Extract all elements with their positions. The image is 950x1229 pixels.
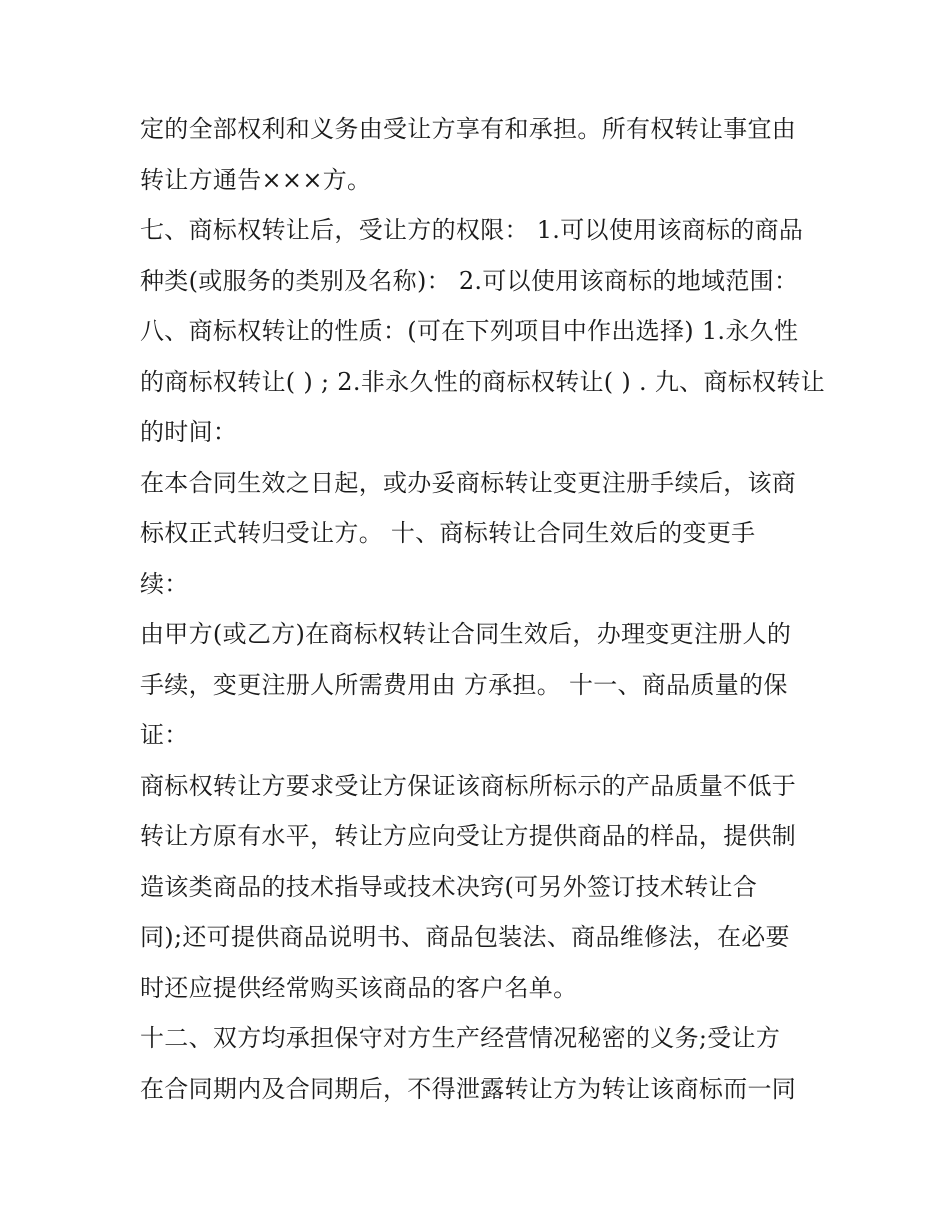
text-line: 八、商标权转让的性质：(可在下列项目中作出选择) 1.永久性 [140,317,799,345]
text-line: 时还应提供经常购买该商品的客户名单。 [140,973,578,1002]
text-line: 标权正式转归受让方。 十、商标转让合同生效后的变更手 [140,519,756,547]
text-line: 商标权转让方要求受让方保证该商标所标示的产品质量不低于 [140,771,797,800]
text-line: 在合同期内及合同期后，不得泄露转让方为转让该商标而一同 [140,1074,797,1103]
text-line: 由甲方(或乙方)在商标权转让合同生效后，办理变更注册人的 [140,620,792,648]
text-line: 种类(或服务的类别及名称)： 2.可以使用该商标的地域范围： [140,266,799,295]
text-line: 手续，变更注册人所需费用由 方承担。 十一、商品质量的保 [140,670,788,699]
text-line: 转让方原有水平，转让方应向受让方提供商品的样品，提供制 [140,822,797,850]
text-line: 在本合同生效之日起，或办妥商标转让变更注册手续后，该商 [140,468,797,497]
text-line: 的时间： [140,418,238,446]
text-line: 续： [140,569,189,598]
text-line: 七、商标权转让后，受让方的权限： 1.可以使用该商标的商品 [140,216,804,244]
text-line: 十二、双方均承担保守对方生产经营情况秘密的义务;受让方 [140,1024,781,1052]
text-line: 证： [140,721,189,749]
text-line: 的商标权转让( ) ; 2.非永久性的商标权转让( ) . 九、商标权转让 [140,367,825,396]
text-line: 同);还可提供商品说明书、商品包装法、商品维修法，在必要 [140,923,790,951]
text-line: 造该类商品的技术指导或技术决窍(可另外签订技术转让合 [140,872,758,901]
document-body [140,104,830,1114]
text-line: 转让方通告×××方。 [140,165,372,194]
text-line: 定的全部权利和义务由受让方享有和承担。所有权转让事宜由 [140,115,797,143]
